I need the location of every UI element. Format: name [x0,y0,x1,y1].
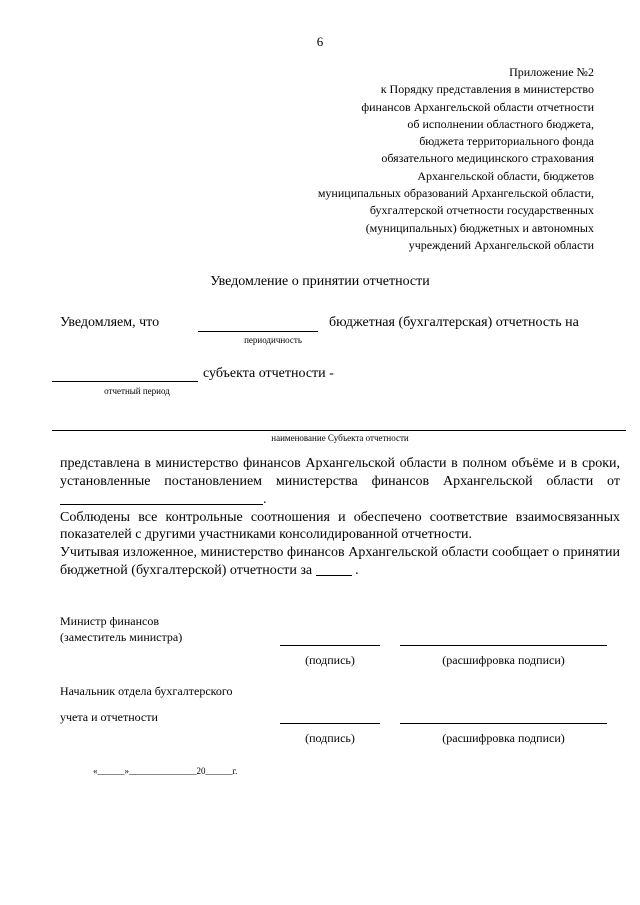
appendix-line: обязательного медицинского страхования [381,151,594,166]
body-paragraph-2: Соблюдены все контрольные соотношения и обеспечено соответствие взаимосвязанных показателей с другими участниками консолидированной отчетности. [60,509,620,542]
appendix-line: к Порядку представления в министерство [380,82,594,97]
accepted-period-field[interactable] [316,561,352,576]
subject-name-field[interactable] [52,430,626,431]
body-text [60,455,620,580]
signatory-1-line1: Министр финансов [60,614,160,628]
body-paragraph-3 [60,544,620,580]
notify-prefix: Уведомляем, что [60,315,160,330]
signatory-2-line1: Начальник отдела бухгалтерского [60,684,233,698]
subject-name-caption: наименование Субъекта отчетности [271,433,409,443]
appendix-line: (муниципальных) бюджетных и автономных [365,220,594,235]
date-field[interactable]: «______»_______________20______г. [93,766,238,776]
signatory-2-line2: учета и отчетности [60,710,158,724]
reporting-period-caption: отчетный период [104,386,170,396]
signature-1-decode-field[interactable] [400,645,607,646]
body-p3-text: Учитывая изложенное, министерство финансов Архангельской области сообщает о принятии бюджетной (бухгалтерской) отчетности за [60,544,620,578]
appendix-line: Приложение №2 [509,65,594,79]
signatory-2-title [60,683,233,725]
notify-suffix: бюджетная (бухгалтерская) отчетность на [329,315,579,330]
document-title: Уведомление о принятии отчетности [210,274,430,289]
signature-2-field[interactable] [280,723,380,724]
decree-date-field[interactable] [60,490,263,505]
body-paragraph-1 [60,455,620,509]
reporting-period-field[interactable] [52,381,198,382]
page-number: 6 [316,34,324,49]
signature-1-field[interactable] [280,645,380,646]
signature-1-caption: (подпись) [305,653,355,667]
appendix-line: финансов Архангельской области отчетности [361,99,594,114]
signatory-1-line2: (заместитель министра) [60,630,183,644]
signatory-1-title [60,613,182,645]
subject-text: субъекта отчетности - [203,366,334,381]
signature-1-decode-caption: (расшифровка подписи) [442,653,565,667]
body-p1-end: . [263,492,267,507]
signature-2-decode-field[interactable] [400,723,607,724]
appendix-line: учреждений Архангельской области [408,237,594,252]
periodicity-caption: периодичность [244,335,302,345]
appendix-line: муниципальных образований Архангельской области, [317,186,594,201]
appendix-line: бюджета территориального фонда [419,134,594,149]
appendix-line: бухгалтерской отчетности государственных [369,203,594,218]
signature-2-caption: (подпись) [305,731,355,745]
signature-2-decode-caption: (расшифровка подписи) [442,731,565,745]
body-p3-end: . [355,563,359,578]
periodicity-field[interactable] [198,331,318,332]
appendix-header [318,64,594,254]
appendix-line: об исполнении областного бюджета, [407,116,594,131]
body-p1-text: представлена в министерство финансов Архангельской области в полном объёме и в сроки, установленные постановлением министерства финансов Архангельской области от [60,456,620,489]
appendix-line: Архангельской области, бюджетов [417,168,594,183]
